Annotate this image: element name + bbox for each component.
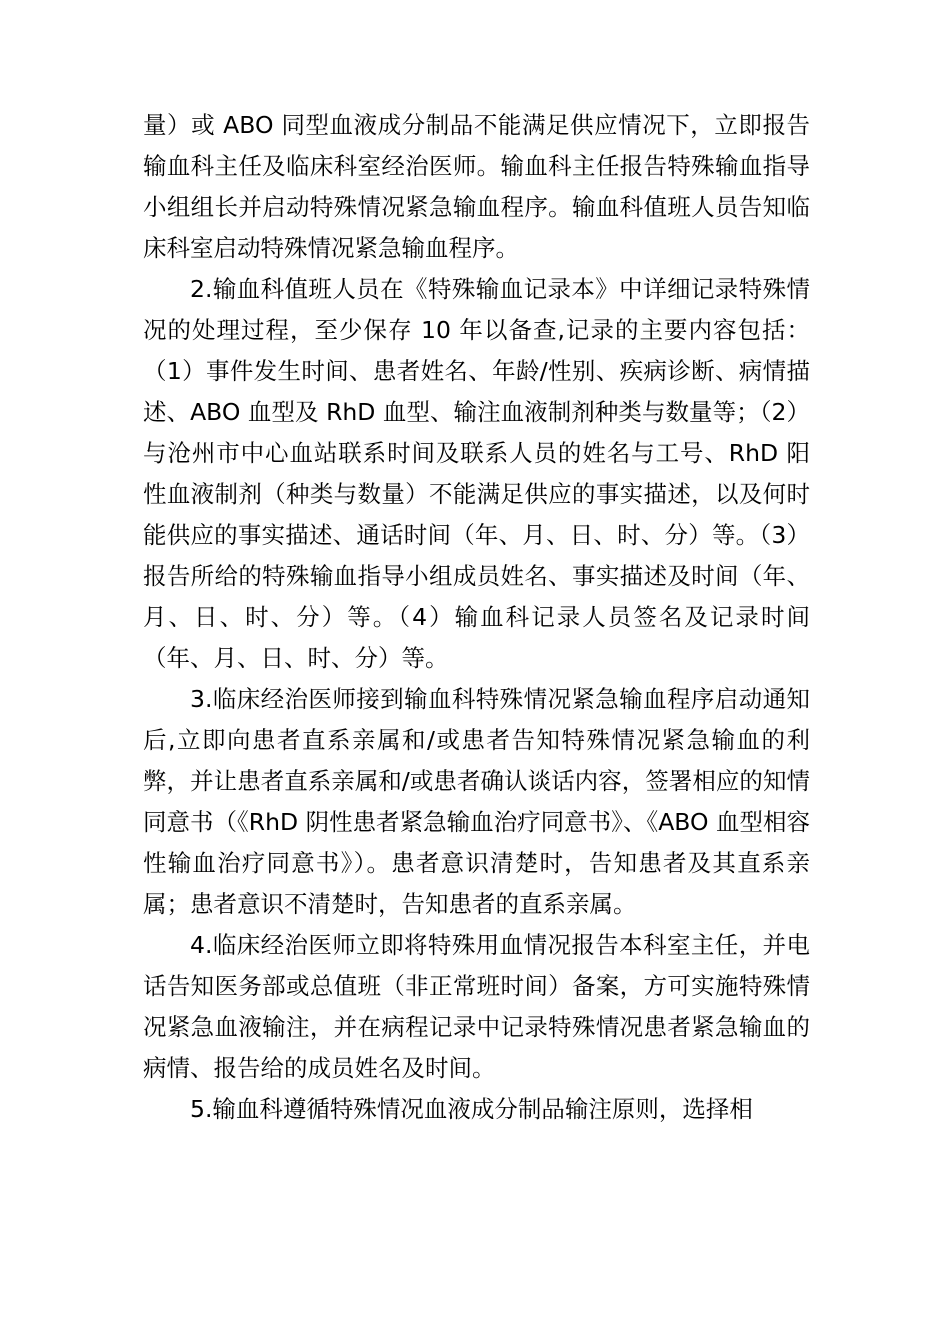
paragraph-continuation: 量）或 ABO 同型血液成分制品不能满足供应情况下，立即报告输血科主任及临床科室经治医师。输血科主任报告特殊输血指导小组组长并启动特殊情况紧急输血程序。输血科值班人员告知临床科室启动特殊情况紧急输血程序。 xyxy=(143,111,810,262)
paragraph-item-2: 2.输血科值班人员在《特殊输血记录本》中详细记录特殊情况的处理过程，至少保存 10 年以备查,记录的主要内容包括：（1）事件发生时间、患者姓名、年龄/性别、疾病诊断、病情描述、ABO 血型及 RhD 血型、输注血液制剂种类与数量等；（2）与沧州市中心血站联系时间及联系人员的姓名与工号、RhD 阳性血液制剂（种类与数量）不能满足供应的事实描述，以及何时能供应的事实描述、通话时间（年、月、日、时、分）等。（3）报告所给的特殊输血指导小组成员姓名、事实描述及时间（年、月、日、时、分）等。（4）输血科记录人员签名及记录时间（年、月、日、时、分）等。 xyxy=(143,275,810,672)
document-page xyxy=(143,105,810,1130)
paragraph-item-3: 3.临床经治医师接到输血科特殊情况紧急输血程序启动通知后,立即向患者直系亲属和/或患者告知特殊情况紧急输血的利弊，并让患者直系亲属和/或患者确认谈话内容，签署相应的知情同意书（《RhD 阴性患者紧急输血治疗同意书》、《ABO 血型相容性输血治疗同意书》）。患者意识清楚时，告知患者及其直系亲属；患者意识不清楚时，告知患者的直系亲属。 xyxy=(143,685,810,918)
paragraph-item-5: 5.输血科遵循特殊情况血液成分制品输注原则，选择相 xyxy=(190,1095,753,1123)
paragraph-item-4: 4.临床经治医师立即将特殊用血情况报告本科室主任，并电话告知医务部或总值班（非正常班时间）备案，方可实施特殊情况紧急血液输注，并在病程记录中记录特殊情况患者紧急输血的病情、报告给的成员姓名及时间。 xyxy=(143,931,810,1082)
